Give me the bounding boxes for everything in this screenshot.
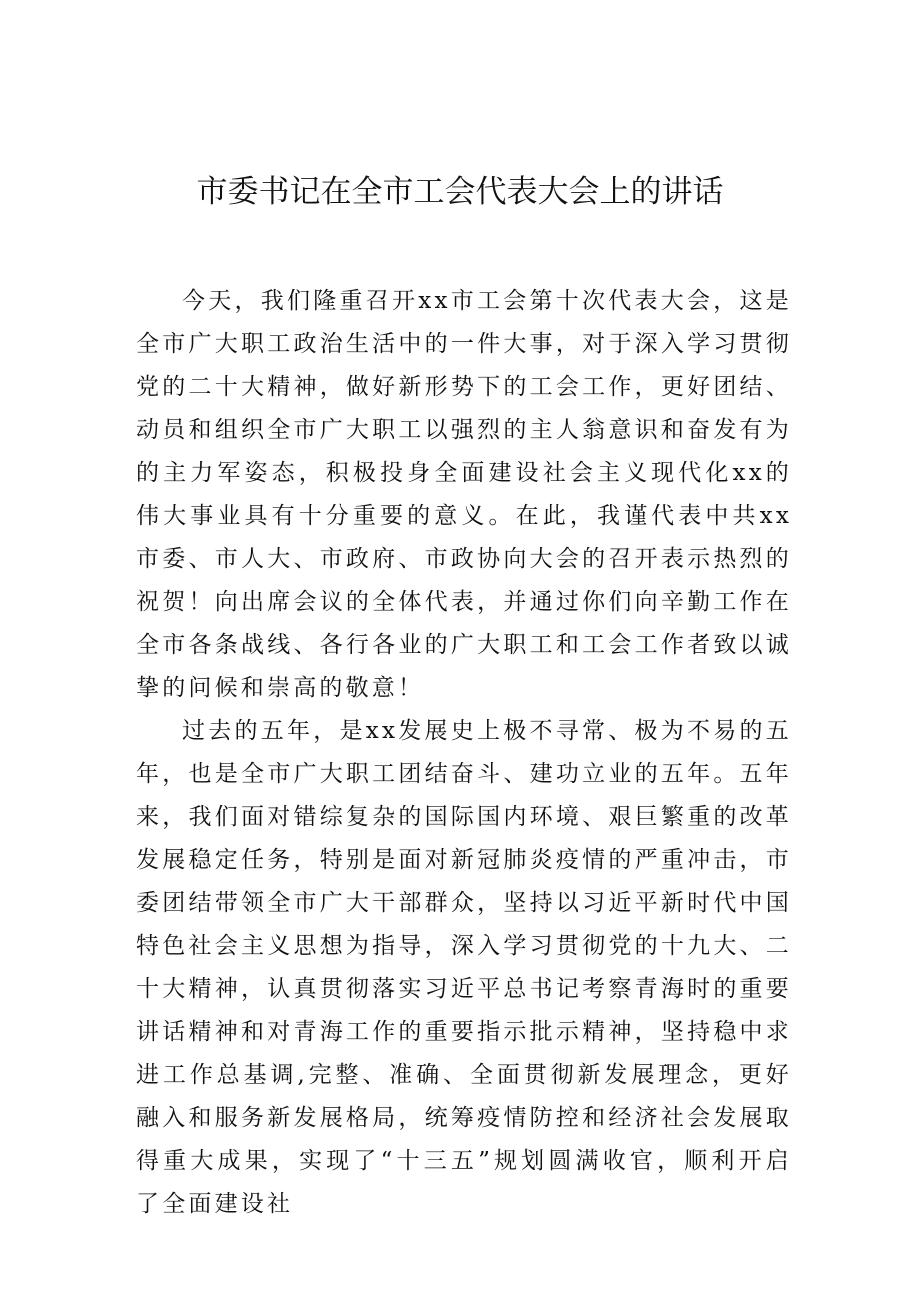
paragraph-1: 今天，我们隆重召开xx市工会第十次代表大会，这是全市广大职工政治生活中的一件大事，对于深入学习贯彻党的二十大精神，做好新形势下的工会工作，更好团结、动员和组织全市广大职工以强烈的主人翁意识和奋发有为的主力军姿态，积极投身全面建设社会主义现代化xx的伟大事业具有十分重要的意义。在此，我谨代表中共xx市委、市人大、市政府、市政协向大会的召开表示热烈的祝贺！向出席会议的全体代表，并通过你们向辛勤工作在全市各条战线、各行各业的广大职工和工会工作者致以诚挚的问候和崇高的敬意！	[136, 288, 792, 701]
document-body	[136, 280, 792, 1226]
paragraph-2: 过去的五年，是xx发展史上极不寻常、极为不易的五年，也是全市广大职工团结奋斗、建功立业的五年。五年来，我们面对错综复杂的国际国内环境、艰巨繁重的改革发展稳定任务，特别是面对新冠肺炎疫情的严重冲击，市委团结带领全市广大干部群众，坚持以习近平新时代中国特色社会主义思想为指导，深入学习贯彻党的十九大、二十大精神，认真贯彻落实习近平总书记考察青海时的重要讲话精神和对青海工作的重要指示批示精神，坚持稳中求进工作总基调,完整、准确、全面贯彻新发展理念，更好融入和服务新发展格局，统筹疫情防控和经济社会发展取得重大成果，实现了“十三五”规划圆满收官，顺利开启了全面建设社	[136, 718, 792, 1217]
document-title: 市委书记在全市工会代表大会上的讲话	[196, 174, 724, 210]
